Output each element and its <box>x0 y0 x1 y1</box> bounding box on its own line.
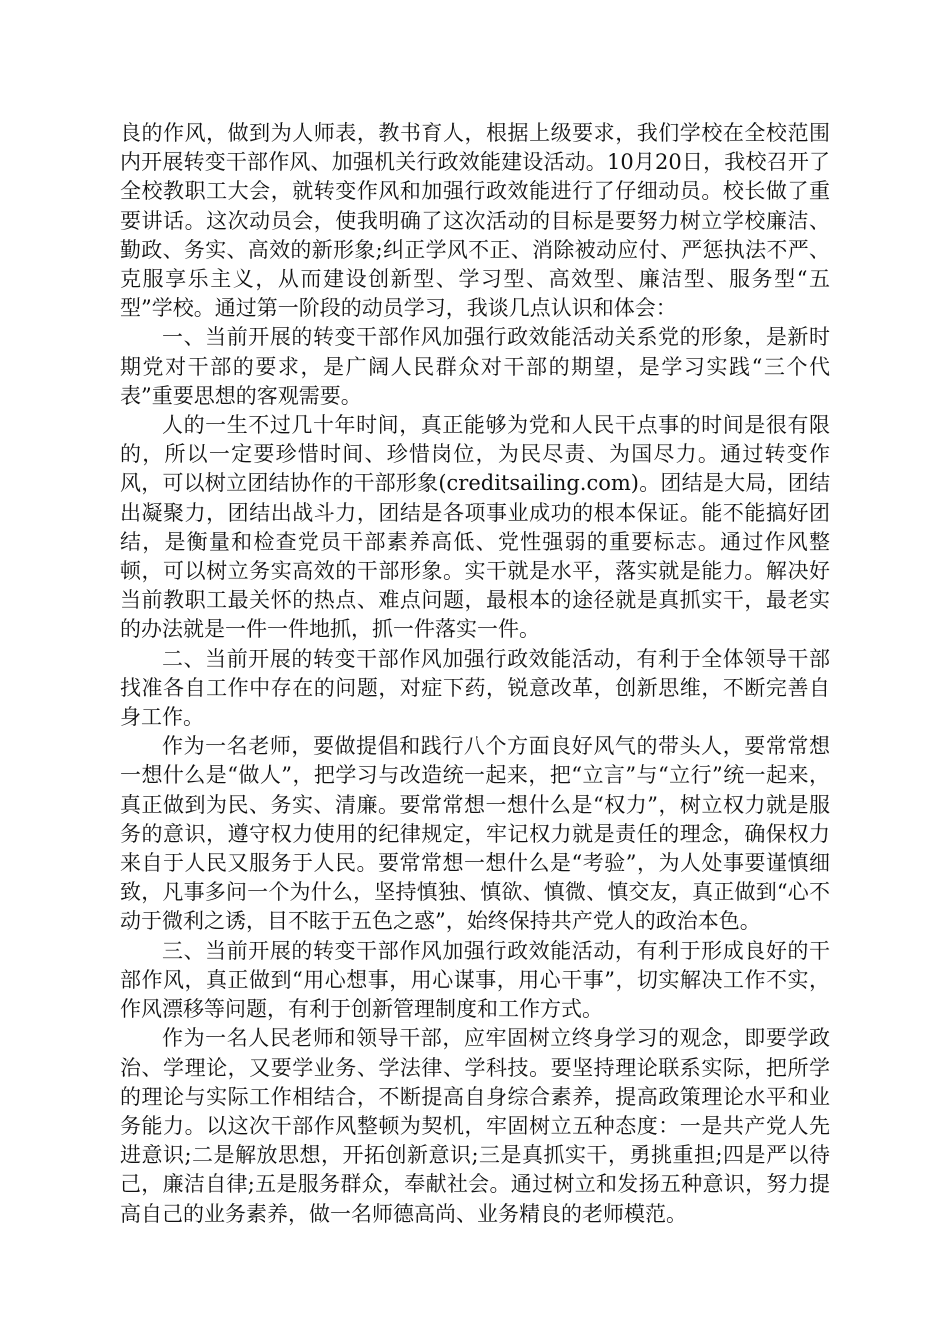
paragraph-3: 人的一生不过几十年时间，真正能够为党和人民干点事的时间是很有限的，所以一定要珍惜时间、珍惜岗位，为民尽责、为国尽力。通过转变作风，可以树立团结协作的干部形象(creditsailing.com)。团结是大局，团结出凝聚力，团结出战斗力，团结是各项事业成功的根本保证。能不能搞好团结，是衡量和检查党员干部素养高低、党性强弱的重要标志。通过作风整顿，可以树立务实高效的干部形象。实干就是水平，落实就是能力。解决好当前教职工最关怀的热点、难点问题，最根本的途径就是真抓实干，最老实的办法就是一件一件地抓，抓一件落实一件。 <box>120 413 830 642</box>
document-body <box>120 119 830 1229</box>
paragraph-5: 作为一名老师，要做提倡和践行八个方面良好风气的带头人，要常常想一想什么是“做人”，把学习与改造统一起来，把“立言”与“立行”统一起来，真正做到为民、务实、清廉。要常常想一想什么是“权力”，树立权力就是服务的意识，遵守权力使用的纪律规定，牢记权力就是责任的理念，确保权力来自于人民又服务于人民。要常常想一想什么是“考验”，为人处事要谨慎细致，凡事多问一个为什么，坚持慎独、慎欲、慎微、慎交友，真正做到“心不动于微利之诱，目不眩于五色之惑”，始终保持共产党人的政治本色。 <box>120 734 830 934</box>
paragraph-7: 作为一名人民老师和领导干部，应牢固树立终身学习的观念，即要学政治、学理论，又要学业务、学法律、学科技。要坚持理论联系实际，把所学的理论与实际工作相结合，不断提高自身综合素养，提高政策理论水平和业务能力。以这次干部作风整顿为契机，牢固树立五种态度：一是共产党人先进意识;二是解放思想，开拓创新意识;三是真抓实干，勇挑重担;四是严以待己，廉洁自律;五是服务群众，奉献社会。通过树立和发扬五种意识，努力提高自己的业务素养，做一名师德高尚、业务精良的老师模范。 <box>120 1026 830 1226</box>
paragraph-6: 三、当前开展的转变干部作风加强行政效能活动，有利于形成良好的干部作风，真正做到“用心想事，用心谋事，用心干事”，切实解决工作不实，作风漂移等问题，有利于创新管理制度和工作方式。 <box>120 938 830 1022</box>
paragraph-1: 良的作风，做到为人师表，教书育人，根据上级要求，我们学校在全校范围内开展转变干部作风、加强机关行政效能建设活动。10月20日，我校召开了全校教职工大会，就转变作风和加强行政效能进行了仔细动员。校长做了重要讲话。这次动员会，使我明确了这次活动的目标是要努力树立学校廉洁、勤政、务实、高效的新形象;纠正学风不正、消除被动应付、严惩执法不严、克服享乐主义，从而建设创新型、学习型、高效型、廉洁型、服务型“五型”学校。通过第一阶段的动员学习，我谈几点认识和体会： <box>120 121 830 321</box>
paragraph-4: 二、当前开展的转变干部作风加强行政效能活动，有利于全体领导干部找准各自工作中存在的问题，对症下药，锐意改革，创新思维，不断完善自身工作。 <box>120 646 830 730</box>
paragraph-2: 一、当前开展的转变干部作风加强行政效能活动关系党的形象，是新时期党对干部的要求，是广阔人民群众对干部的期望，是学习实践“三个代表”重要思想的客观需要。 <box>120 325 830 408</box>
